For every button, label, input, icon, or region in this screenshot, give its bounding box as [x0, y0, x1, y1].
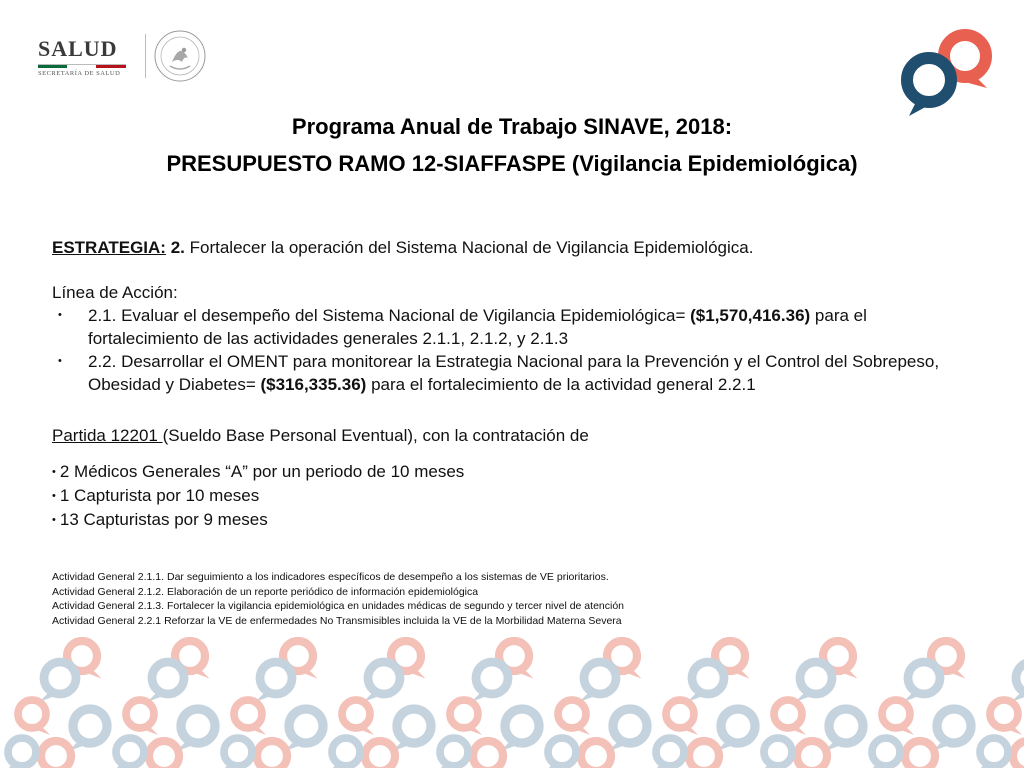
pattern-ring-blue — [284, 709, 323, 752]
partida-line — [52, 424, 589, 447]
pattern-ring-coral — [666, 700, 698, 735]
pattern-ring-blue — [4, 738, 36, 768]
pattern-ring-blue — [363, 662, 400, 702]
salud-logo — [38, 36, 138, 76]
linea-accion-list — [52, 304, 982, 396]
actividad-note: Actividad General 2.2.1 Reforzar la VE de enfermedades No Transmisibles incluida la VE de la Morbilidad Materna Severa — [52, 614, 622, 627]
list-item-text-end: para el fortalecimiento de la actividad general 2.2.1 — [366, 375, 756, 394]
bullet-icon: • — [52, 514, 56, 526]
estrategia-text: Fortalecer la operación del Sistema Nacional de Vigilancia Epidemiológica. — [184, 238, 754, 257]
pattern-ring-blue — [220, 738, 252, 768]
page-subtitle: PRESUPUESTO RAMO 12-SIAFFASPE (Vigilancia Epidemiológica) — [166, 151, 858, 176]
pattern-ring-coral — [365, 741, 400, 768]
list-item — [52, 484, 464, 508]
pattern-ring-coral — [257, 741, 292, 768]
actividad-note: Actividad General 2.1.3. Fortalecer la vigilancia epidemiológica en unidades médicas de segundo y tercer nivel de atención — [52, 600, 625, 612]
list-item-text: 2.1. Evaluar el desempeño del Sistema Nacional de Vigilancia Epidemiológica= — [88, 306, 691, 325]
pattern-ring-coral — [990, 700, 1022, 735]
pattern-ring-blue — [608, 709, 647, 752]
pattern-ring-coral — [905, 741, 940, 768]
list-item-amount: ($316,335.36) — [260, 375, 367, 394]
pattern-ring-blue — [39, 662, 76, 702]
footer-pattern — [0, 630, 1024, 768]
pattern-ring-coral — [126, 700, 158, 735]
bullet-icon: • — [52, 466, 56, 478]
linea-accion-label: Línea de Acción: — [52, 283, 178, 302]
pattern-ring-coral — [473, 741, 508, 768]
pattern-ring-blue — [716, 709, 755, 752]
pattern-ring-blue — [544, 738, 576, 768]
list-item — [52, 350, 982, 396]
salud-logo-subtitle: SECRETARÍA DE SALUD — [38, 70, 121, 77]
pattern-ring-coral — [18, 700, 50, 735]
list-item-text: 1 Capturista por 10 meses — [59, 486, 260, 505]
actividad-note: Actividad General 2.1.1. Dar seguimiento a los indicadores específicos de desempeño a los sistemas de VE prioritarios. — [52, 571, 609, 583]
pattern-ring-blue — [68, 709, 107, 752]
pattern-ring-coral — [149, 741, 184, 768]
pattern-ring-blue — [652, 738, 684, 768]
pattern-ring-blue — [112, 738, 144, 768]
pattern-ring-blue — [255, 662, 292, 702]
pattern-ring-blue — [579, 662, 616, 702]
logo-divider — [145, 34, 146, 78]
list-item-text-end: para el fortalecimiento de las actividades generales 2.1.1, 2.1.2, y 2.1.3 — [88, 306, 867, 348]
pattern-ring-coral — [1013, 741, 1024, 768]
bullet-icon: • — [58, 355, 62, 367]
pattern-ring-coral — [558, 700, 590, 735]
pattern-ring-coral — [581, 741, 616, 768]
actividad-note: Actividad General 2.1.2. Elaboración de un reporte periódico de información epidemiológica — [52, 585, 479, 598]
pattern-ring-blue — [868, 738, 900, 768]
partida-code: Partida 12201 — [52, 426, 163, 445]
speech-bubble-rings-icon — [895, 26, 1000, 122]
pattern-ring-blue — [824, 709, 863, 752]
pattern-ring-coral — [689, 741, 724, 768]
pattern-ring-coral — [774, 700, 806, 735]
contrataciones-list — [52, 460, 464, 532]
mexican-coat-of-arms-icon — [152, 28, 208, 84]
pattern-ring-coral — [450, 700, 482, 735]
list-item-text: 2 Médicos Generales “A” por un periodo de 10 meses — [59, 462, 465, 481]
list-item-text: 13 Capturistas por 9 meses — [59, 510, 268, 529]
pattern-ring-coral — [342, 700, 374, 735]
pattern-ring-blue — [687, 662, 724, 702]
pattern-ring-blue — [760, 738, 792, 768]
list-item — [52, 508, 464, 532]
list-item-text: 2.2. Desarrollar el OMENT para monitorear la Estrategia Nacional para la Prevención y el Control del Sobrepeso, Obesidad y Diabetes= — [88, 352, 940, 394]
pattern-ring-coral — [882, 700, 914, 735]
pattern-ring-blue — [1011, 662, 1024, 702]
list-item — [52, 304, 982, 350]
pattern-ring-coral — [797, 741, 832, 768]
pattern-ring-blue — [392, 709, 431, 752]
salud-logo-stripe — [38, 64, 126, 68]
bullet-icon: • — [58, 309, 62, 321]
pattern-ring-coral — [41, 741, 76, 768]
page-title: Programa Anual de Trabajo SINAVE, 2018: — [291, 114, 733, 139]
salud-logo-word: SALUD — [38, 36, 118, 61]
pattern-ring-blue — [932, 709, 971, 752]
pattern-ring-blue — [328, 738, 360, 768]
pattern-ring-blue — [500, 709, 539, 752]
actividades-notes — [52, 570, 624, 628]
estrategia-line — [52, 236, 982, 259]
partida-text: (Sueldo Base Personal Eventual), con la contratación de — [162, 426, 589, 445]
pattern-ring-blue — [976, 738, 1008, 768]
estrategia-number: 2. — [170, 238, 185, 257]
pattern-ring-blue — [903, 662, 940, 702]
pattern-ring-blue — [795, 662, 832, 702]
pattern-ring-blue — [436, 738, 468, 768]
pattern-ring-blue — [471, 662, 508, 702]
bullet-icon: • — [52, 490, 56, 502]
list-item-amount: ($1,570,416.36) — [690, 306, 811, 325]
estrategia-label: ESTRATEGIA: — [52, 238, 166, 257]
pattern-ring-blue — [147, 662, 184, 702]
pattern-ring-blue — [176, 709, 215, 752]
list-item — [52, 460, 464, 484]
pattern-ring-coral — [234, 700, 266, 735]
